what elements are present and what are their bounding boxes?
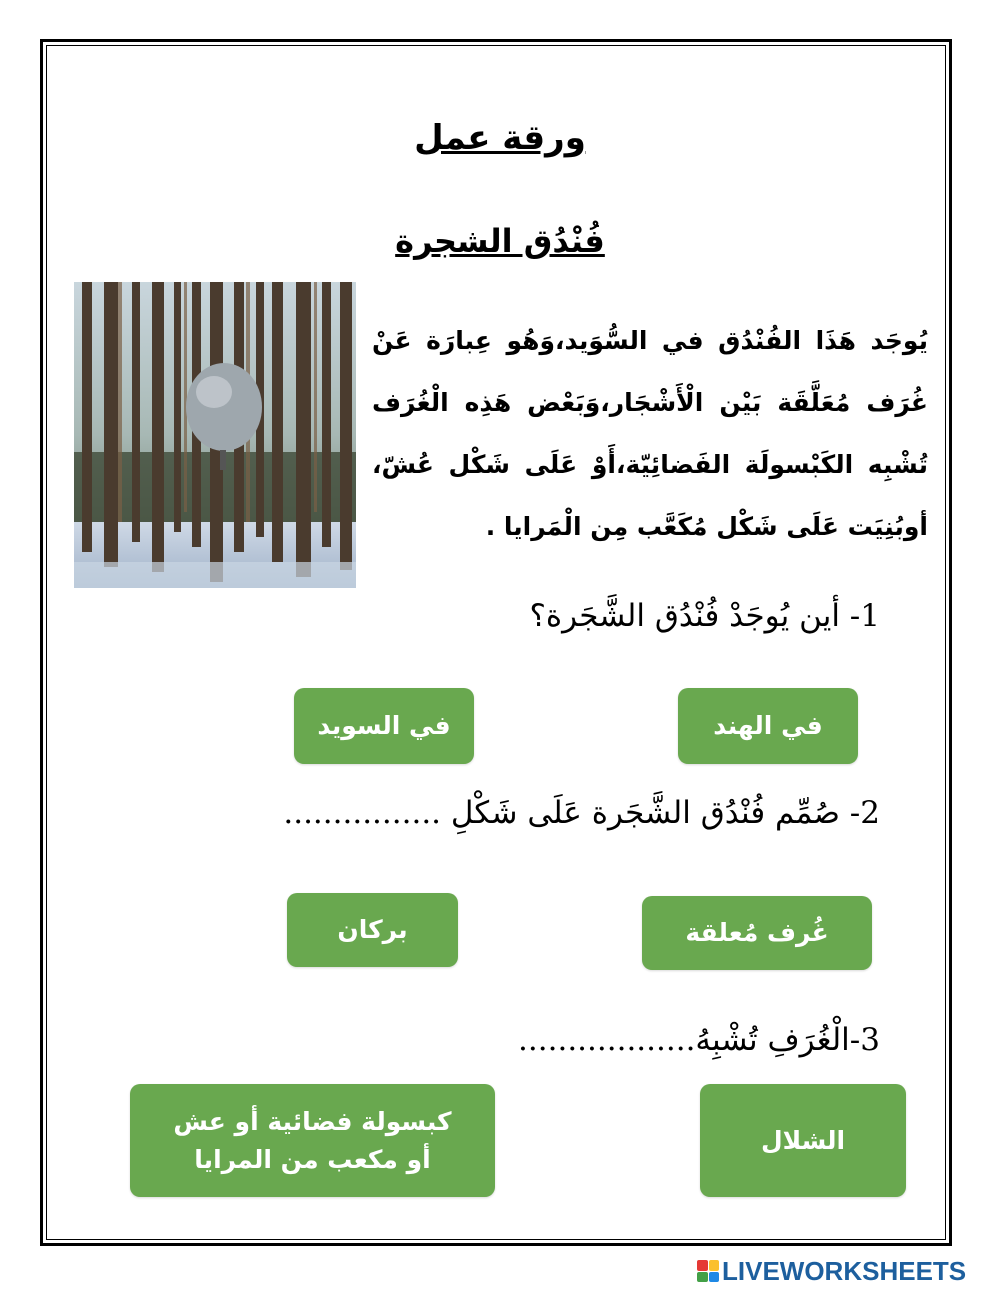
q2-option-volcano[interactable]: بركان	[287, 893, 458, 967]
q1-option-sweden[interactable]: في السويد	[294, 688, 474, 764]
q3-option-space-capsule[interactable]: كبسولة فضائية أو عش أو مكعب من المرايا	[130, 1084, 495, 1197]
question-3: 3-الْغُرَفِ تُشْبِهُ..................	[518, 1022, 880, 1058]
tree-hotel-photo	[74, 282, 356, 588]
worksheet-subtitle: فُنْدُق الشجرة	[395, 222, 605, 260]
story-paragraph: يُوجَد هَذَا الفُنْدُق في السُّوَيد،وَهُو عِبارَة عَنْ غُرَف مُعَلَّقَة بَيْن الْأَشْجَار،وَبَعْض هَذِه الْغُرَف تُشْبِه الكَبْسولَة الفَضائِيّة،أَوْ عَلَى شَكْل عُشّ، أوبُنِيَت عَلَى شَكْل مُكَعَّب مِن الْمَرايا .	[372, 326, 928, 541]
q3-option-waterfall[interactable]: الشلال	[700, 1084, 906, 1197]
q2-option-hanging-rooms[interactable]: غُرف مُعلقة	[642, 896, 872, 970]
question-2: 2- صُمِّم فُنْدُق الشَّجَرة عَلَى شَكْلِ ................	[283, 795, 880, 831]
logo-text: LIVEWORKSHEETS	[722, 1255, 967, 1286]
question-1: 1- أين يُوجَدْ فُنْدُق الشَّجَرة؟	[529, 598, 880, 634]
logo-squares-icon	[697, 1260, 719, 1282]
worksheet-title: ورقة عمل	[414, 118, 586, 158]
liveworksheets-logo	[697, 1257, 966, 1285]
q1-option-india[interactable]: في الهند	[678, 688, 858, 764]
